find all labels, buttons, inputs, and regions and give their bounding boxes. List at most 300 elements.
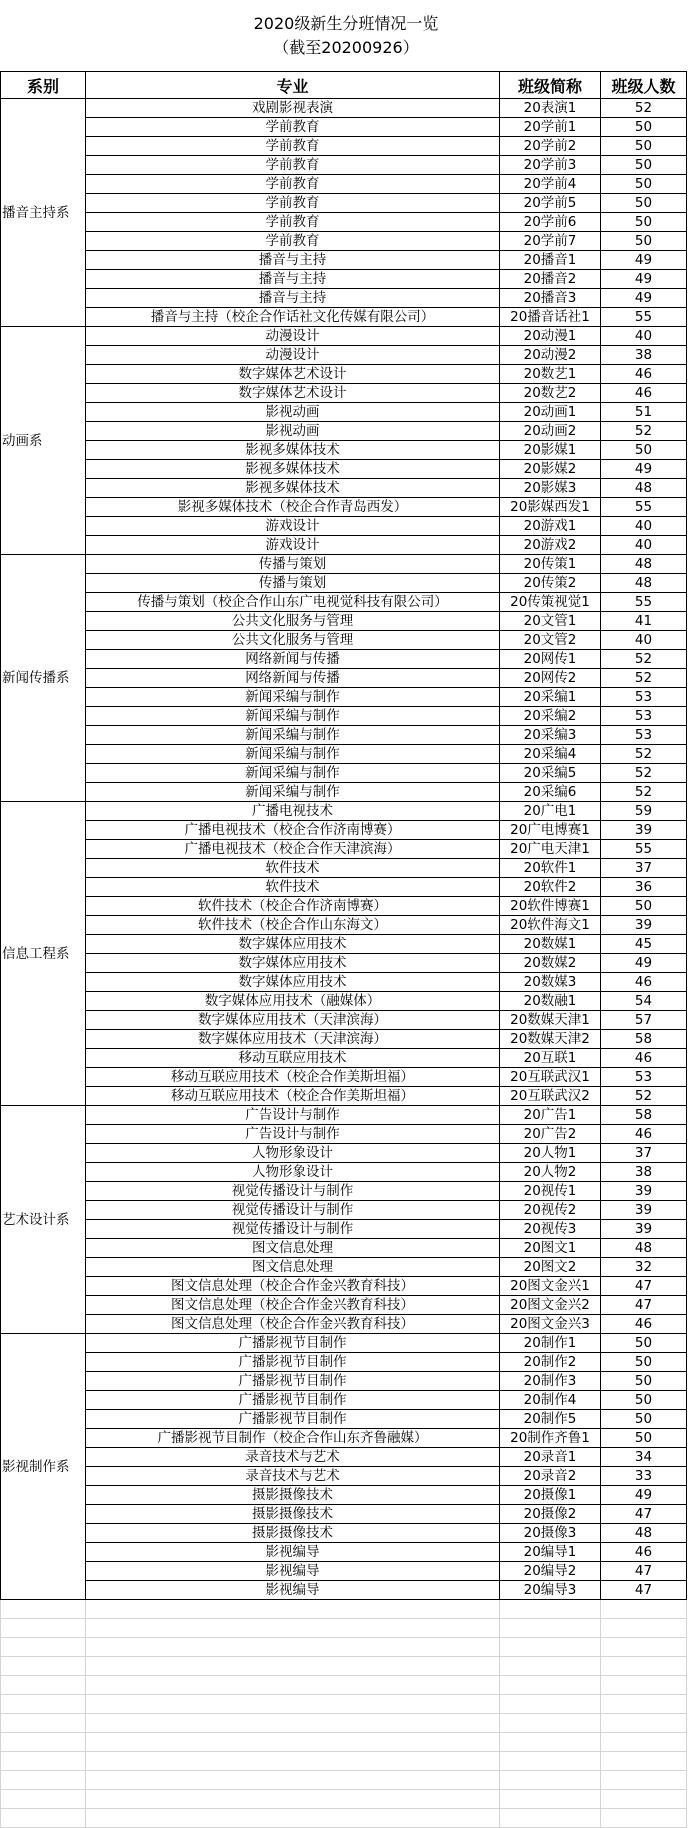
- major-cell: 学前教育: [86, 175, 500, 194]
- major-cell: 广播影视节目制作: [86, 1410, 500, 1429]
- major-cell: 广播电视技术（校企合作济南博赛）: [86, 821, 500, 840]
- count-cell: 50: [601, 213, 687, 232]
- table-row: [1, 555, 687, 574]
- major-cell: 游戏设计: [86, 517, 500, 536]
- count-cell: 50: [601, 194, 687, 213]
- table-row: [1, 1543, 687, 1562]
- count-cell: 50: [601, 156, 687, 175]
- table-row: [1, 251, 687, 270]
- table-row: [1, 802, 687, 821]
- count-cell: 48: [601, 574, 687, 593]
- major-cell: 影视动画: [86, 422, 500, 441]
- count-cell: 55: [601, 840, 687, 859]
- table-row: [1, 1277, 687, 1296]
- table-row: [1, 1106, 687, 1125]
- count-cell: 41: [601, 612, 687, 631]
- class-cell: 20动漫2: [500, 346, 601, 365]
- count-cell: 53: [601, 726, 687, 745]
- table-row: [1, 175, 687, 194]
- table-row: [1, 574, 687, 593]
- count-cell: 39: [601, 1182, 687, 1201]
- class-cell: 20录音2: [500, 1467, 601, 1486]
- count-cell: 52: [601, 764, 687, 783]
- major-cell: 数字媒体应用技术（融媒体）: [86, 992, 500, 1011]
- major-cell: 人物形象设计: [86, 1163, 500, 1182]
- header-count: 班级人数: [601, 72, 687, 99]
- class-cell: 20数媒3: [500, 973, 601, 992]
- empty-cell: [500, 1752, 601, 1771]
- table-row: [1, 1410, 687, 1429]
- table-row: [1, 783, 687, 802]
- class-cell: 20播音话社1: [500, 308, 601, 327]
- class-cell: 20数融1: [500, 992, 601, 1011]
- count-cell: 49: [601, 270, 687, 289]
- table-row: [1, 612, 687, 631]
- class-cell: 20采编5: [500, 764, 601, 783]
- table-row: [1, 1182, 687, 1201]
- count-cell: 55: [601, 498, 687, 517]
- class-cell: 20学前1: [500, 118, 601, 137]
- major-cell: 公共文化服务与管理: [86, 612, 500, 631]
- empty-cell: [601, 1600, 687, 1619]
- major-cell: 软件技术（校企合作济南博赛）: [86, 897, 500, 916]
- class-cell: 20网传1: [500, 650, 601, 669]
- major-cell: 新闻采编与制作: [86, 783, 500, 802]
- empty-cell: [500, 1790, 601, 1809]
- major-cell: 数字媒体艺术设计: [86, 384, 500, 403]
- count-cell: 49: [601, 954, 687, 973]
- empty-cell: [86, 1638, 500, 1657]
- table-row: [1, 384, 687, 403]
- major-cell: 播音与主持: [86, 251, 500, 270]
- major-cell: 广告设计与制作: [86, 1106, 500, 1125]
- empty-cell: [601, 1695, 687, 1714]
- count-cell: 50: [601, 1429, 687, 1448]
- class-cell: 20制作齐鲁1: [500, 1429, 601, 1448]
- count-cell: 55: [601, 593, 687, 612]
- major-cell: 影视编导: [86, 1562, 500, 1581]
- header-department: 系别: [1, 72, 86, 99]
- class-cell: 20软件博赛1: [500, 897, 601, 916]
- class-cell: 20播音3: [500, 289, 601, 308]
- table-row: [1, 1011, 687, 1030]
- count-cell: 38: [601, 346, 687, 365]
- count-cell: 46: [601, 1049, 687, 1068]
- table-row: [1, 764, 687, 783]
- table-row: [1, 460, 687, 479]
- major-cell: 传播与策划: [86, 574, 500, 593]
- count-cell: 58: [601, 1030, 687, 1049]
- count-cell: 48: [601, 555, 687, 574]
- empty-cell: [500, 1657, 601, 1676]
- empty-cell: [86, 1771, 500, 1790]
- major-cell: 学前教育: [86, 213, 500, 232]
- empty-row: [1, 1733, 687, 1752]
- major-cell: 新闻采编与制作: [86, 764, 500, 783]
- major-cell: 影视动画: [86, 403, 500, 422]
- table-row: [1, 1467, 687, 1486]
- count-cell: 46: [601, 1125, 687, 1144]
- major-cell: 图文信息处理: [86, 1239, 500, 1258]
- count-cell: 55: [601, 308, 687, 327]
- count-cell: 39: [601, 1201, 687, 1220]
- major-cell: 影视多媒体技术（校企合作青岛西发）: [86, 498, 500, 517]
- major-cell: 学前教育: [86, 137, 500, 156]
- table-row: [1, 840, 687, 859]
- empty-cell: [601, 1619, 687, 1638]
- major-cell: 广播电视技术: [86, 802, 500, 821]
- major-cell: 图文信息处理（校企合作金兴教育科技）: [86, 1296, 500, 1315]
- table-row: [1, 821, 687, 840]
- major-cell: 动漫设计: [86, 346, 500, 365]
- table-row: [1, 194, 687, 213]
- major-cell: 软件技术（校企合作山东海文）: [86, 916, 500, 935]
- count-cell: 40: [601, 327, 687, 346]
- class-cell: 20录音1: [500, 1448, 601, 1467]
- table-row: [1, 270, 687, 289]
- major-cell: 数字媒体应用技术: [86, 973, 500, 992]
- header-row: [1, 72, 687, 99]
- class-cell: 20广告2: [500, 1125, 601, 1144]
- major-cell: 新闻采编与制作: [86, 688, 500, 707]
- major-cell: 人物形象设计: [86, 1144, 500, 1163]
- major-cell: 视觉传播设计与制作: [86, 1220, 500, 1239]
- table-row: [1, 327, 687, 346]
- major-cell: 移动互联应用技术（校企合作美斯坦福）: [86, 1087, 500, 1106]
- major-cell: 广播影视节目制作（校企合作山东齐鲁融媒）: [86, 1429, 500, 1448]
- count-cell: 50: [601, 1410, 687, 1429]
- table-row: [1, 1049, 687, 1068]
- count-cell: 50: [601, 137, 687, 156]
- count-cell: 52: [601, 650, 687, 669]
- class-cell: 20动漫1: [500, 327, 601, 346]
- count-cell: 50: [601, 897, 687, 916]
- empty-cell: [601, 1790, 687, 1809]
- class-cell: 20学前7: [500, 232, 601, 251]
- class-cell: 20摄像3: [500, 1524, 601, 1543]
- major-cell: 软件技术: [86, 859, 500, 878]
- count-cell: 52: [601, 99, 687, 118]
- count-cell: 46: [601, 384, 687, 403]
- class-cell: 20人物2: [500, 1163, 601, 1182]
- class-cell: 20学前4: [500, 175, 601, 194]
- count-cell: 50: [601, 232, 687, 251]
- count-cell: 46: [601, 1543, 687, 1562]
- count-cell: 50: [601, 1391, 687, 1410]
- header-major: 专业: [86, 72, 500, 99]
- empty-row: [1, 1714, 687, 1733]
- class-cell: 20编导2: [500, 1562, 601, 1581]
- count-cell: 36: [601, 878, 687, 897]
- table-row: [1, 992, 687, 1011]
- empty-cell: [1, 1676, 86, 1695]
- count-cell: 48: [601, 479, 687, 498]
- count-cell: 39: [601, 916, 687, 935]
- count-cell: 52: [601, 422, 687, 441]
- empty-cell: [86, 1790, 500, 1809]
- count-cell: 50: [601, 441, 687, 460]
- class-cell: 20图文金兴3: [500, 1315, 601, 1334]
- count-cell: 47: [601, 1505, 687, 1524]
- empty-cell: [500, 1638, 601, 1657]
- count-cell: 54: [601, 992, 687, 1011]
- department-cell: 新闻传播系: [1, 555, 86, 802]
- major-cell: 摄影摄像技术: [86, 1524, 500, 1543]
- empty-cell: [86, 1752, 500, 1771]
- empty-cell: [86, 1714, 500, 1733]
- empty-cell: [86, 1657, 500, 1676]
- major-cell: 数字媒体应用技术（天津滨海）: [86, 1030, 500, 1049]
- class-cell: 20软件海文1: [500, 916, 601, 935]
- class-cell: 20采编6: [500, 783, 601, 802]
- empty-cell: [86, 1733, 500, 1752]
- major-cell: 影视多媒体技术: [86, 479, 500, 498]
- table-row: [1, 1486, 687, 1505]
- count-cell: 33: [601, 1467, 687, 1486]
- count-cell: 49: [601, 251, 687, 270]
- class-cell: 20摄像2: [500, 1505, 601, 1524]
- class-cell: 20制作1: [500, 1334, 601, 1353]
- empty-cell: [1, 1752, 86, 1771]
- empty-cell: [500, 1809, 601, 1828]
- table-row: [1, 1315, 687, 1334]
- class-cell: 20制作2: [500, 1353, 601, 1372]
- table-row: [1, 1068, 687, 1087]
- class-cell: 20学前6: [500, 213, 601, 232]
- table-row: [1, 1239, 687, 1258]
- count-cell: 46: [601, 1315, 687, 1334]
- empty-cell: [86, 1695, 500, 1714]
- table-row: [1, 859, 687, 878]
- major-cell: 影视多媒体技术: [86, 460, 500, 479]
- table-row: [1, 1201, 687, 1220]
- class-cell: 20表演1: [500, 99, 601, 118]
- table-row: [1, 1562, 687, 1581]
- class-cell: 20数媒天津1: [500, 1011, 601, 1030]
- count-cell: 50: [601, 1334, 687, 1353]
- table-row: [1, 156, 687, 175]
- count-cell: 47: [601, 1277, 687, 1296]
- empty-cell: [86, 1600, 500, 1619]
- count-cell: 48: [601, 1239, 687, 1258]
- major-cell: 广播影视节目制作: [86, 1334, 500, 1353]
- table-row: [1, 441, 687, 460]
- count-cell: 45: [601, 935, 687, 954]
- major-cell: 录音技术与艺术: [86, 1467, 500, 1486]
- table-row: [1, 137, 687, 156]
- count-cell: 50: [601, 1372, 687, 1391]
- count-cell: 46: [601, 365, 687, 384]
- table-row: [1, 213, 687, 232]
- class-cell: 20数艺2: [500, 384, 601, 403]
- major-cell: 影视编导: [86, 1543, 500, 1562]
- table-row: [1, 1353, 687, 1372]
- header-class: 班级简称: [500, 72, 601, 99]
- empty-cell: [1, 1600, 86, 1619]
- empty-cell: [601, 1771, 687, 1790]
- table-row: [1, 878, 687, 897]
- major-cell: 学前教育: [86, 194, 500, 213]
- table-row: [1, 498, 687, 517]
- empty-cell: [1, 1657, 86, 1676]
- count-cell: 47: [601, 1562, 687, 1581]
- page-subtitle: （截至20200926）: [273, 38, 419, 57]
- class-cell: 20播音2: [500, 270, 601, 289]
- count-cell: 52: [601, 1087, 687, 1106]
- class-cell: 20图文金兴2: [500, 1296, 601, 1315]
- major-cell: 新闻采编与制作: [86, 745, 500, 764]
- count-cell: 48: [601, 1524, 687, 1543]
- table-row: [1, 1220, 687, 1239]
- department-cell: 信息工程系: [1, 802, 86, 1106]
- class-cell: 20动画2: [500, 422, 601, 441]
- table-row: [1, 1505, 687, 1524]
- class-cell: 20人物1: [500, 1144, 601, 1163]
- table-row: [1, 1448, 687, 1467]
- count-cell: 52: [601, 745, 687, 764]
- count-cell: 49: [601, 460, 687, 479]
- major-cell: 摄影摄像技术: [86, 1505, 500, 1524]
- empty-cell: [601, 1714, 687, 1733]
- table-row: [1, 1296, 687, 1315]
- empty-cell: [1, 1714, 86, 1733]
- major-cell: 图文信息处理: [86, 1258, 500, 1277]
- table-row: [1, 1144, 687, 1163]
- class-cell: 20传策2: [500, 574, 601, 593]
- major-cell: 图文信息处理（校企合作金兴教育科技）: [86, 1315, 500, 1334]
- class-cell: 20制作4: [500, 1391, 601, 1410]
- empty-cell: [500, 1695, 601, 1714]
- count-cell: 49: [601, 289, 687, 308]
- table-row: [1, 403, 687, 422]
- major-cell: 影视多媒体技术: [86, 441, 500, 460]
- class-cell: 20学前5: [500, 194, 601, 213]
- major-cell: 游戏设计: [86, 536, 500, 555]
- major-cell: 播音与主持: [86, 289, 500, 308]
- class-cell: 20数媒1: [500, 935, 601, 954]
- class-cell: 20数艺1: [500, 365, 601, 384]
- table-row: [1, 308, 687, 327]
- empty-cell: [601, 1809, 687, 1828]
- count-cell: 47: [601, 1581, 687, 1600]
- table-row: [1, 1524, 687, 1543]
- table-row: [1, 232, 687, 251]
- table-row: [1, 897, 687, 916]
- empty-cell: [500, 1619, 601, 1638]
- major-cell: 移动互联应用技术: [86, 1049, 500, 1068]
- table-row: [1, 593, 687, 612]
- class-cell: 20传策视觉1: [500, 593, 601, 612]
- count-cell: 52: [601, 783, 687, 802]
- class-cell: 20视传2: [500, 1201, 601, 1220]
- count-cell: 39: [601, 821, 687, 840]
- class-cell: 20图文1: [500, 1239, 601, 1258]
- count-cell: 51: [601, 403, 687, 422]
- table-row: [1, 1334, 687, 1353]
- empty-cell: [1, 1809, 86, 1828]
- empty-row: [1, 1790, 687, 1809]
- empty-row: [1, 1752, 687, 1771]
- count-cell: 53: [601, 707, 687, 726]
- class-cell: 20学前3: [500, 156, 601, 175]
- class-cell: 20软件1: [500, 859, 601, 878]
- count-cell: 53: [601, 688, 687, 707]
- table-row: [1, 1163, 687, 1182]
- major-cell: 广播电视技术（校企合作天津滨海）: [86, 840, 500, 859]
- table-row: [1, 422, 687, 441]
- major-cell: 戏剧影视表演: [86, 99, 500, 118]
- class-table: [0, 71, 687, 1828]
- empty-cell: [86, 1676, 500, 1695]
- empty-row: [1, 1619, 687, 1638]
- class-cell: 20互联1: [500, 1049, 601, 1068]
- class-cell: 20采编2: [500, 707, 601, 726]
- page-title: 2020级新生分班情况一览: [253, 14, 439, 33]
- count-cell: 53: [601, 1068, 687, 1087]
- table-row: [1, 365, 687, 384]
- major-cell: 影视编导: [86, 1581, 500, 1600]
- count-cell: 47: [601, 1296, 687, 1315]
- class-cell: 20广电1: [500, 802, 601, 821]
- major-cell: 广告设计与制作: [86, 1125, 500, 1144]
- class-cell: 20影媒西发1: [500, 498, 601, 517]
- count-cell: 38: [601, 1163, 687, 1182]
- count-cell: 52: [601, 669, 687, 688]
- empty-cell: [500, 1714, 601, 1733]
- count-cell: 46: [601, 973, 687, 992]
- major-cell: 数字媒体应用技术: [86, 954, 500, 973]
- empty-row: [1, 1771, 687, 1790]
- table-row: [1, 1429, 687, 1448]
- class-cell: 20传策1: [500, 555, 601, 574]
- class-cell: 20制作3: [500, 1372, 601, 1391]
- count-cell: 40: [601, 517, 687, 536]
- empty-cell: [86, 1809, 500, 1828]
- department-cell: 艺术设计系: [1, 1106, 86, 1334]
- major-cell: 新闻采编与制作: [86, 726, 500, 745]
- department-cell: 动画系: [1, 327, 86, 555]
- count-cell: 37: [601, 1144, 687, 1163]
- table-row: [1, 935, 687, 954]
- major-cell: 播音与主持（校企合作话社文化传媒有限公司）: [86, 308, 500, 327]
- class-cell: 20网传2: [500, 669, 601, 688]
- major-cell: 广播影视节目制作: [86, 1391, 500, 1410]
- class-cell: 20游戏2: [500, 536, 601, 555]
- major-cell: 视觉传播设计与制作: [86, 1201, 500, 1220]
- table-row: [1, 916, 687, 935]
- empty-cell: [601, 1657, 687, 1676]
- empty-cell: [601, 1752, 687, 1771]
- empty-cell: [1, 1733, 86, 1752]
- class-cell: 20编导1: [500, 1543, 601, 1562]
- table-row: [1, 631, 687, 650]
- major-cell: 传播与策划（校企合作山东广电视觉科技有限公司）: [86, 593, 500, 612]
- count-cell: 50: [601, 1353, 687, 1372]
- major-cell: 学前教育: [86, 118, 500, 137]
- major-cell: 广播影视节目制作: [86, 1372, 500, 1391]
- table-row: [1, 650, 687, 669]
- table-row: [1, 99, 687, 118]
- empty-cell: [601, 1733, 687, 1752]
- major-cell: 数字媒体应用技术: [86, 935, 500, 954]
- count-cell: 34: [601, 1448, 687, 1467]
- class-cell: 20采编3: [500, 726, 601, 745]
- major-cell: 数字媒体艺术设计: [86, 365, 500, 384]
- table-row: [1, 536, 687, 555]
- empty-row: [1, 1676, 687, 1695]
- empty-row: [1, 1638, 687, 1657]
- class-cell: 20文管2: [500, 631, 601, 650]
